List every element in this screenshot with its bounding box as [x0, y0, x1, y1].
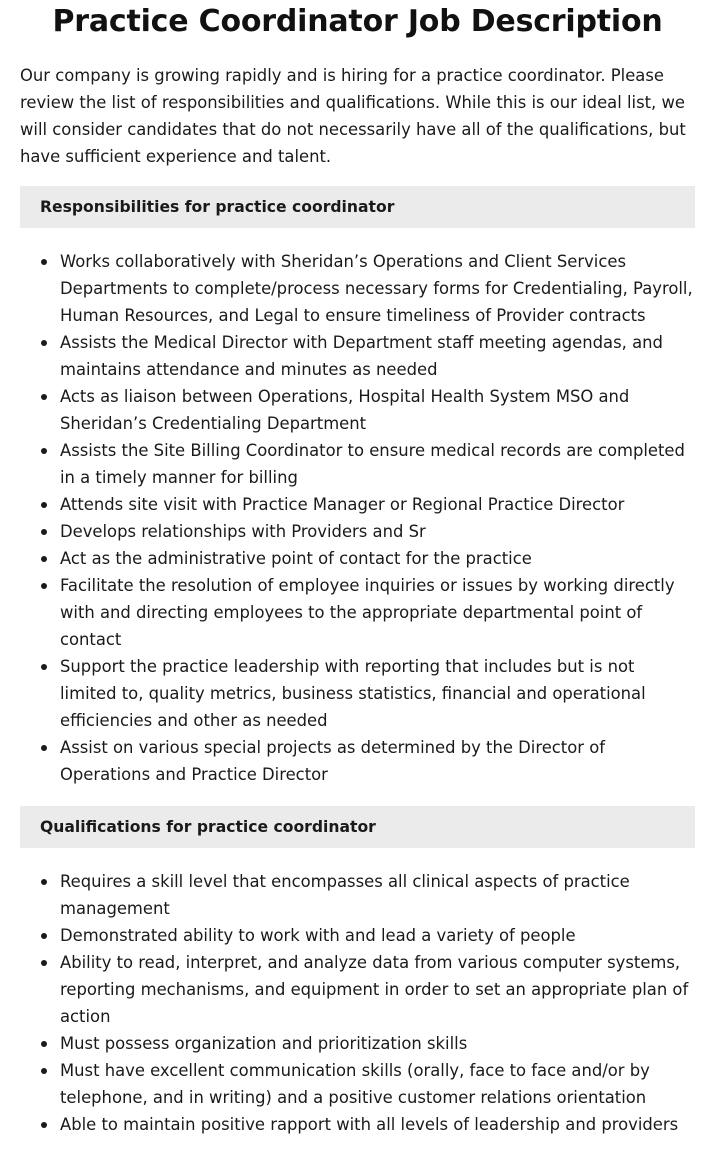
list-item: Develops relationships with Providers and Sr	[20, 518, 695, 545]
intro-paragraph: Our company is growing rapidly and is hiring for a practice coordinator. Please review the list of responsibilities and qualifications. While this is our ideal list, we will consider candidates that do not necessarily have all of the qualifications, but have sufficient experience and talent.	[20, 66, 686, 166]
list-item: Facilitate the resolution of employee inquiries or issues by working directly with and directing employees to the appropriate departmental point of contact	[20, 572, 695, 653]
responsibilities-heading: Responsibilities for practice coordinator	[20, 186, 695, 228]
qualifications-heading: Qualifications for practice coordinator	[20, 806, 695, 848]
list-item: Acts as liaison between Operations, Hospital Health System MSO and Sheridan’s Credentialing Department	[20, 383, 695, 437]
list-item: Assist on various special projects as determined by the Director of Operations and Practice Director	[20, 734, 695, 788]
list-item: Assists the Medical Director with Department staff meeting agendas, and maintains attendance and minutes as needed	[20, 329, 695, 383]
list-item: Attends site visit with Practice Manager or Regional Practice Director	[20, 491, 695, 518]
list-item: Must have excellent communication skills (orally, face to face and/or by telephone, and in writing) and a positive customer relations orientation	[20, 1057, 695, 1111]
list-item: Must possess organization and prioritization skills	[20, 1030, 695, 1057]
list-item: Requires a skill level that encompasses all clinical aspects of practice management	[20, 868, 695, 922]
responsibilities-list	[20, 248, 695, 788]
list-item: Able to maintain positive rapport with all levels of leadership and providers	[20, 1111, 695, 1138]
section-spacer	[20, 788, 695, 806]
list-item: Support the practice leadership with reporting that includes but is not limited to, quality metrics, business statistics, financial and operational efficiencies and other as needed	[20, 653, 695, 734]
qualifications-list	[20, 868, 695, 1138]
list-item: Works collaboratively with Sheridan’s Operations and Client Services Departments to complete/process necessary forms for Credentialing, Payroll, Human Resources, and Legal to ensure timeliness of Provider contracts	[20, 248, 695, 329]
list-item: Act as the administrative point of contact for the practice	[20, 545, 695, 572]
list-item: Assists the Site Billing Coordinator to ensure medical records are completed in a timely manner for billing	[20, 437, 695, 491]
list-item: Demonstrated ability to work with and lead a variety of people	[20, 922, 695, 949]
page-title: Practice Coordinator Job Description	[52, 4, 663, 39]
list-item: Ability to read, interpret, and analyze data from various computer systems, reporting mechanisms, and equipment in order to set an appropriate plan of action	[20, 949, 695, 1030]
